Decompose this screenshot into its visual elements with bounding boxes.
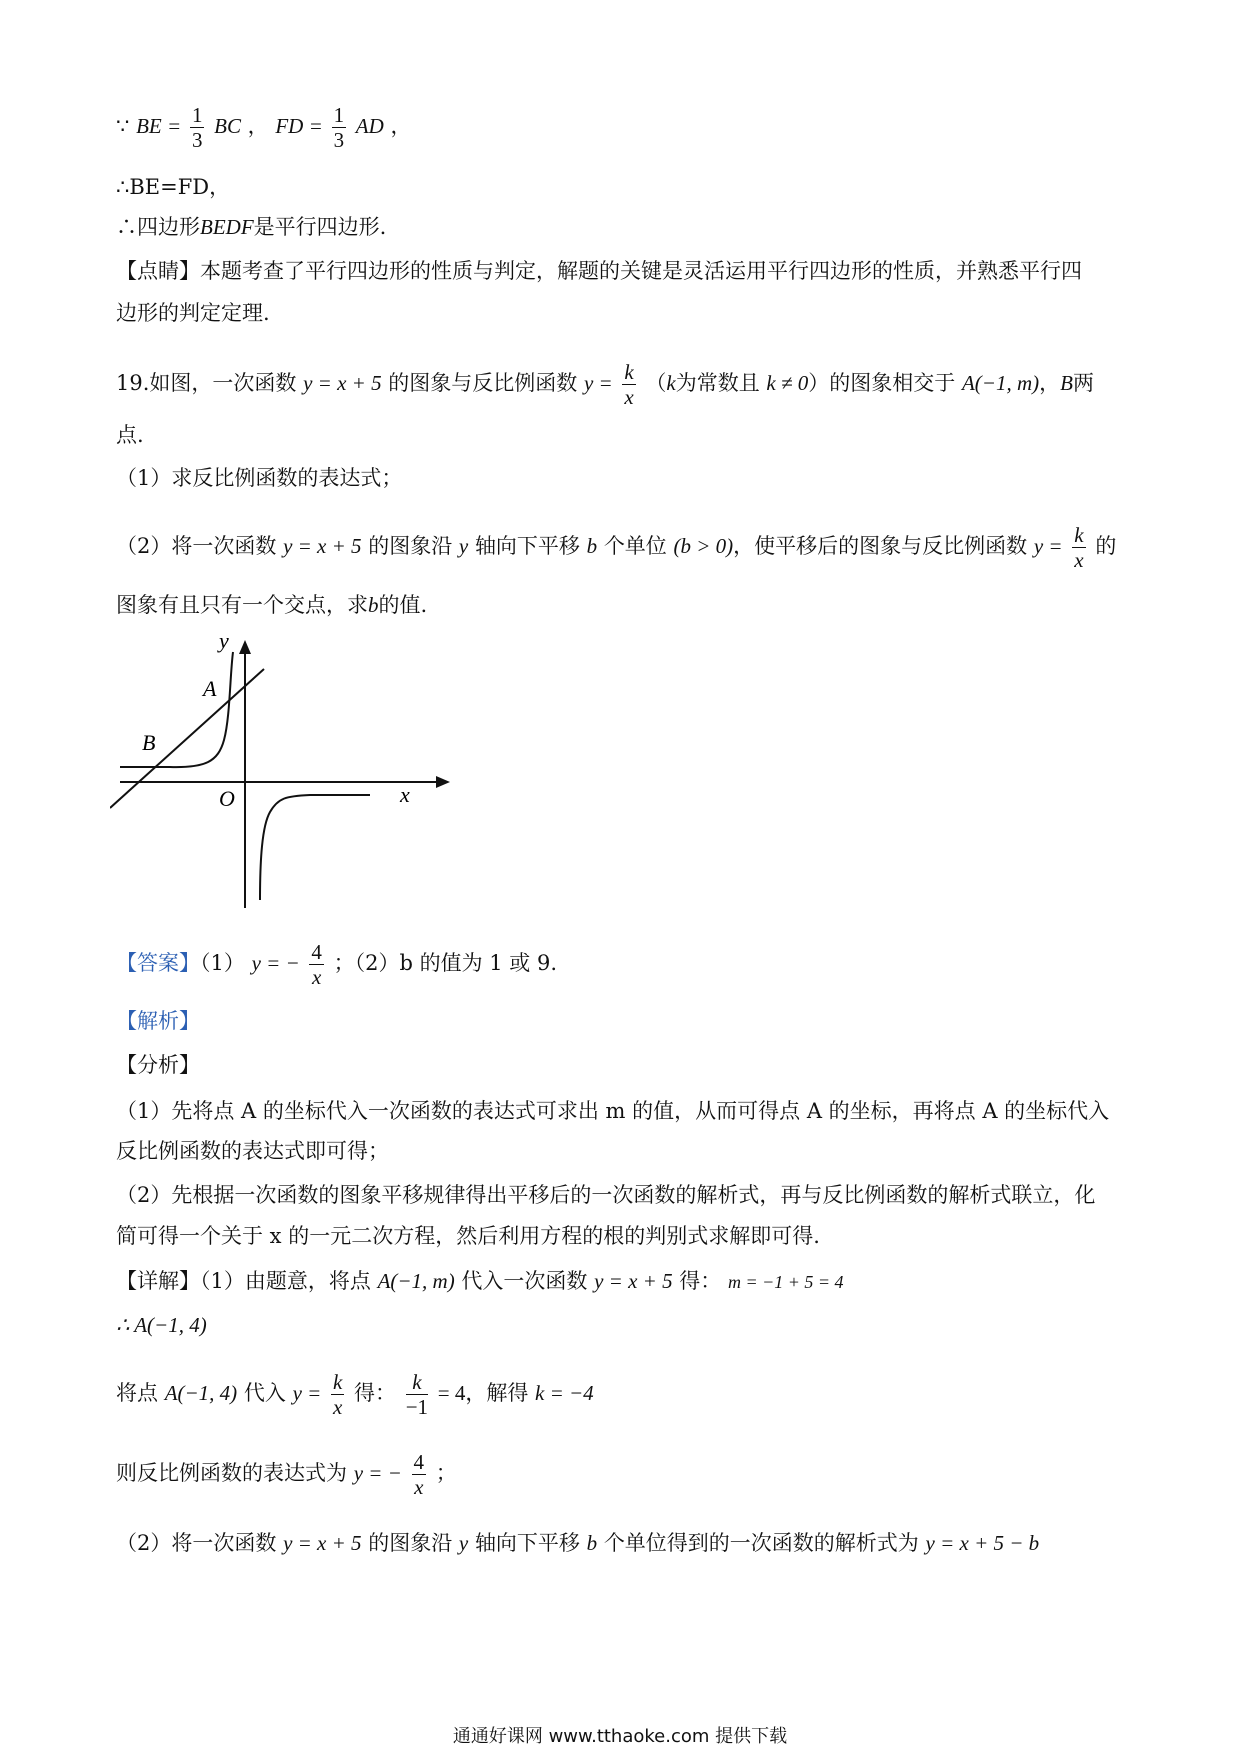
- text: 的图象沿: [368, 1531, 453, 1555]
- solution-line-4: [116, 1450, 1124, 1499]
- math-b: b: [586, 1531, 598, 1555]
- math-linear-function: y = x + 5: [594, 1269, 673, 1293]
- comment-line-1: 【点睛】本题考查了平行四边形的性质与判定，解题的关键是灵活运用平行四边形的性质，并熟悉平行四: [116, 259, 1082, 283]
- text: 轴向下平移: [474, 534, 580, 558]
- text: 则反比例函数的表达式为: [116, 1461, 347, 1485]
- breakdown-line-2: 反比例函数的表达式即可得；: [116, 1139, 389, 1163]
- math-equals: =: [310, 114, 322, 138]
- breakdown-line-4: 简可得一个关于 x 的一元二次方程，然后利用方程的根的判别式求解即可得.: [116, 1224, 820, 1248]
- text: （1）: [200, 951, 245, 975]
- y-axis-label: y: [219, 630, 229, 653]
- solution-line-1: [116, 1266, 1124, 1297]
- math-y: y: [458, 534, 469, 558]
- text: ；: [435, 1461, 457, 1485]
- text: 为常数且: [675, 371, 760, 395]
- text: 得：: [679, 1269, 722, 1293]
- breakdown-line-3: （2）先根据一次函数的图象平移规律得出平移后的一次函数的解析式，再与反比例函数的解析式联立，化: [116, 1183, 1096, 1207]
- question-part-2: [116, 523, 1124, 572]
- math-fd: FD: [275, 114, 304, 138]
- math-point-a: A(−1, m): [961, 371, 1040, 395]
- math-y: y: [458, 1531, 469, 1555]
- math-equals-four: = 4: [437, 1381, 466, 1405]
- math-equals: =: [168, 114, 181, 138]
- text: 图象有且只有一个交点，求: [116, 593, 368, 617]
- text: 代入一次函数: [461, 1269, 588, 1293]
- text: 个单位得到的一次函数的解析式为: [603, 1531, 919, 1555]
- text: （2）将一次函数: [116, 1531, 277, 1555]
- text: （: [645, 371, 667, 395]
- fraction-numerator: 1: [333, 103, 345, 127]
- fraction-k-over-minus-one: [406, 1370, 428, 1419]
- math-b-positive: (b > 0): [673, 534, 734, 558]
- fraction-numerator: k: [1074, 523, 1084, 547]
- fraction-numerator: k: [333, 1370, 343, 1394]
- text: 【详解】（1）由题意，将点: [116, 1269, 371, 1293]
- math-be: BE: [136, 114, 162, 138]
- math-shifted-function: y = x + 5 − b: [925, 1531, 1040, 1555]
- math-b: b: [586, 534, 598, 558]
- math-k-value: k = −4: [535, 1381, 594, 1405]
- solution-line-3: [116, 1370, 1124, 1419]
- text: 的值.: [378, 593, 428, 617]
- text: ）的图象相交于: [808, 371, 956, 395]
- answer-line: [116, 940, 1124, 989]
- point-a-label: A: [203, 676, 217, 701]
- math-y-equals-minus: y = −: [251, 951, 300, 975]
- math-k: k: [666, 371, 676, 395]
- separator: ，: [390, 114, 412, 138]
- fraction-k-over-x: [1072, 523, 1085, 572]
- math-bc: BC: [214, 114, 241, 138]
- text: 的: [1095, 534, 1117, 558]
- math-y-equals-minus: y = −: [353, 1461, 402, 1485]
- origin-label: O: [219, 786, 235, 811]
- solution-line-5: [116, 1528, 1124, 1558]
- x-axis-arrow: [436, 776, 450, 788]
- proof-line-1: [116, 103, 1124, 152]
- math-point-a: A(−1, m): [377, 1269, 455, 1293]
- text: 个单位: [603, 534, 667, 558]
- hyperbola-branch-lower-right: [260, 795, 370, 900]
- y-axis-arrow: [239, 640, 251, 654]
- math-y-equals: y =: [583, 371, 613, 395]
- text: 得：: [354, 1381, 397, 1405]
- text: 轴向下平移: [474, 1531, 580, 1555]
- x-axis-label: x: [400, 782, 410, 807]
- text: ；（2）b 的值为 1 或 9.: [333, 951, 558, 975]
- fraction-one-third: [332, 103, 347, 152]
- math-linear-function: y = x + 5: [283, 534, 362, 558]
- math-m-value: m = −1 + 5 = 4: [727, 1272, 844, 1292]
- solution-line-2: [116, 1310, 1124, 1340]
- text: 代入: [243, 1381, 286, 1405]
- fraction-k-over-x: [622, 360, 635, 409]
- analysis-tag: 【解析】: [116, 1009, 200, 1033]
- text: 是平行四边形.: [253, 215, 387, 239]
- fraction-numerator: 4: [311, 940, 322, 964]
- fraction-k-over-x: [331, 1370, 344, 1419]
- fraction-denominator: x: [1074, 548, 1084, 572]
- math-point-b: B: [1060, 371, 1073, 395]
- fraction-denominator: 3: [191, 128, 203, 152]
- math-bedf: BEDF: [200, 215, 254, 239]
- math-point-a-result: ∴ A(−1, 4): [116, 1313, 207, 1337]
- fraction-numerator: k: [624, 360, 634, 384]
- fraction-denominator: x: [312, 965, 322, 989]
- math-point-a: A(−1, 4): [164, 1381, 238, 1405]
- line-graph: [110, 669, 264, 808]
- fraction-numerator: k: [406, 1370, 428, 1395]
- text: 的图象与反比例函数: [388, 371, 578, 395]
- page-footer: 通通好课网 www.tthaoke.com 提供下载: [452, 1726, 788, 1747]
- math-linear-function: y = x + 5: [303, 371, 382, 395]
- fraction-denominator: 3: [333, 128, 345, 152]
- text: ∴四边形: [116, 215, 200, 239]
- text: （2）将一次函数: [116, 534, 277, 558]
- fraction-denominator: x: [414, 1475, 424, 1499]
- proof-line-3: [116, 212, 1124, 242]
- separator: ，: [247, 114, 269, 138]
- proof-line-2: ∴BE=FD，: [116, 175, 231, 199]
- text: 将点: [116, 1381, 158, 1405]
- breakdown-line-1: （1）先将点 A 的坐标代入一次函数的表达式可求出 m 的值，从而可得点 A 的坐标，再将点 A 的坐标代入: [116, 1099, 1110, 1123]
- hyperbola-branch-upper-left: [120, 652, 233, 767]
- text: 两: [1072, 371, 1094, 395]
- text: ，解得: [465, 1381, 529, 1405]
- breakdown-tag: 【分析】: [116, 1053, 200, 1077]
- math-y-equals: y =: [1033, 534, 1063, 558]
- point-b-label: B: [142, 730, 156, 755]
- question-part-2-cont: [116, 590, 1124, 620]
- question-19-line-2: 点.: [116, 423, 144, 447]
- question-19-line-1: [116, 360, 1124, 409]
- math-linear-function: y = x + 5: [283, 1531, 362, 1555]
- math-y-equals: y =: [292, 1381, 322, 1405]
- text: ，使平移后的图象与反比例函数: [733, 534, 1028, 558]
- text: ，: [1039, 371, 1061, 395]
- fraction-4-over-x: [412, 1450, 427, 1499]
- text: 19.如图，一次函数: [116, 371, 297, 395]
- fraction-numerator: 1: [191, 103, 203, 127]
- math-b: b: [368, 593, 379, 617]
- because-symbol: ∵: [116, 114, 130, 138]
- math-ad: AD: [355, 114, 384, 138]
- answer-tag: 【答案】: [116, 951, 200, 975]
- fraction-denominator: x: [624, 385, 634, 409]
- fraction-one-third: [190, 103, 205, 152]
- fraction-denominator: x: [333, 1395, 343, 1419]
- question-part-1: （1）求反比例函数的表达式；: [116, 466, 403, 490]
- math-k-not-zero: k ≠ 0: [766, 371, 809, 395]
- fraction-denominator: −1: [405, 1395, 429, 1419]
- fraction-4-over-x: [309, 940, 324, 989]
- text: 的图象沿: [368, 534, 453, 558]
- comment-line-2: 边形的判定定理.: [116, 301, 270, 325]
- function-graph-figure: [110, 630, 470, 910]
- fraction-numerator: 4: [413, 1450, 425, 1474]
